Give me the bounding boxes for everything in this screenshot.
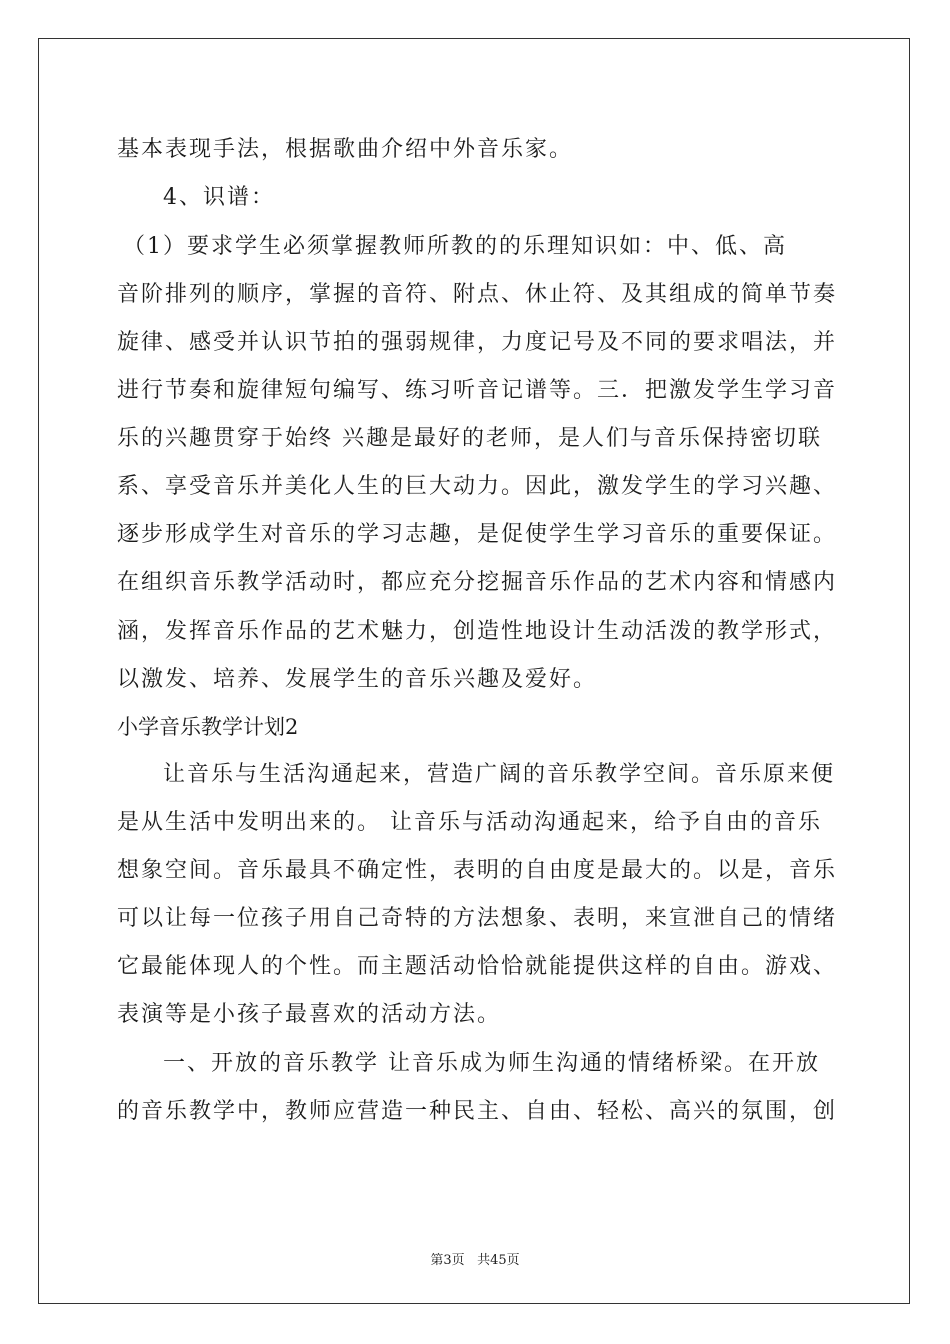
paragraph-line: 逐步形成学生对音乐的学习志趣，是促使学生学习音乐的重要保证。 (117, 522, 838, 547)
paragraph-line: （1）要求学生必须掌握教师所教的的乐理知识如：中、低、高 (123, 234, 787, 259)
paragraph-line: 4、识谱： (163, 185, 275, 210)
paragraph-line: 的音乐教学中，教师应营造一种民主、自由、轻松、高兴的氛围，创 (117, 1099, 838, 1124)
paragraph-line: 表演等是小孩子最喜欢的活动方法。 (117, 1002, 502, 1027)
paragraph-line: 涵，发挥音乐作品的艺术魅力，创造性地设计生动活泼的教学形式， (117, 619, 838, 644)
paragraph-line: 它最能体现人的个性。而主题活动恰恰就能提供这样的自由。游戏、 (117, 954, 838, 979)
page-number: 第3页 (430, 1253, 465, 1268)
paragraph-line: 是从生活中发明出来的。 让音乐与活动沟通起来，给予自由的音乐 (117, 810, 822, 835)
paragraph-line: 一、开放的音乐教学 让音乐成为师生沟通的情绪桥梁。在开放 (163, 1051, 820, 1076)
paragraph-line: 旋律、感受并认识节拍的强弱规律，力度记号及不同的要求唱法，并 (117, 330, 838, 355)
paragraph-line: 音阶排列的顺序，掌握的音符、附点、休止符、及其组成的简单节奏 (117, 282, 838, 307)
paragraph-line: 以激发、培养、发展学生的音乐兴趣及爱好。 (117, 667, 598, 692)
paragraph-line: 基本表现手法，根据歌曲介绍中外音乐家。 (117, 137, 574, 162)
page-footer (0, 1249, 950, 1268)
paragraph-line: 进行节奏和旋律短句编写、练习听音记谱等。三．把激发学生学习音 (117, 378, 838, 403)
paragraph-line: 系、享受音乐并美化人生的巨大动力。因此，激发学生的学习兴趣、 (117, 474, 838, 499)
page-total: 共45页 (477, 1253, 520, 1268)
section-heading: 小学音乐教学计划2 (117, 715, 299, 739)
paragraph-line: 可以让每一位孩子用自己奇特的方法想象、表明，来宣泄自己的情绪 (117, 906, 838, 931)
paragraph-line: 想象空间。音乐最具不确定性，表明的自由度是最大的。以是，音乐 (117, 858, 838, 883)
paragraph-line: 让音乐与生活沟通起来，营造广阔的音乐教学空间。音乐原来便 (163, 762, 836, 787)
paragraph-line: 乐的兴趣贯穿于始终 兴趣是最好的老师，是人们与音乐保持密切联 (117, 426, 822, 451)
paragraph-line: 在组织音乐教学活动时，都应充分挖掘音乐作品的艺术内容和情感内 (117, 570, 838, 595)
